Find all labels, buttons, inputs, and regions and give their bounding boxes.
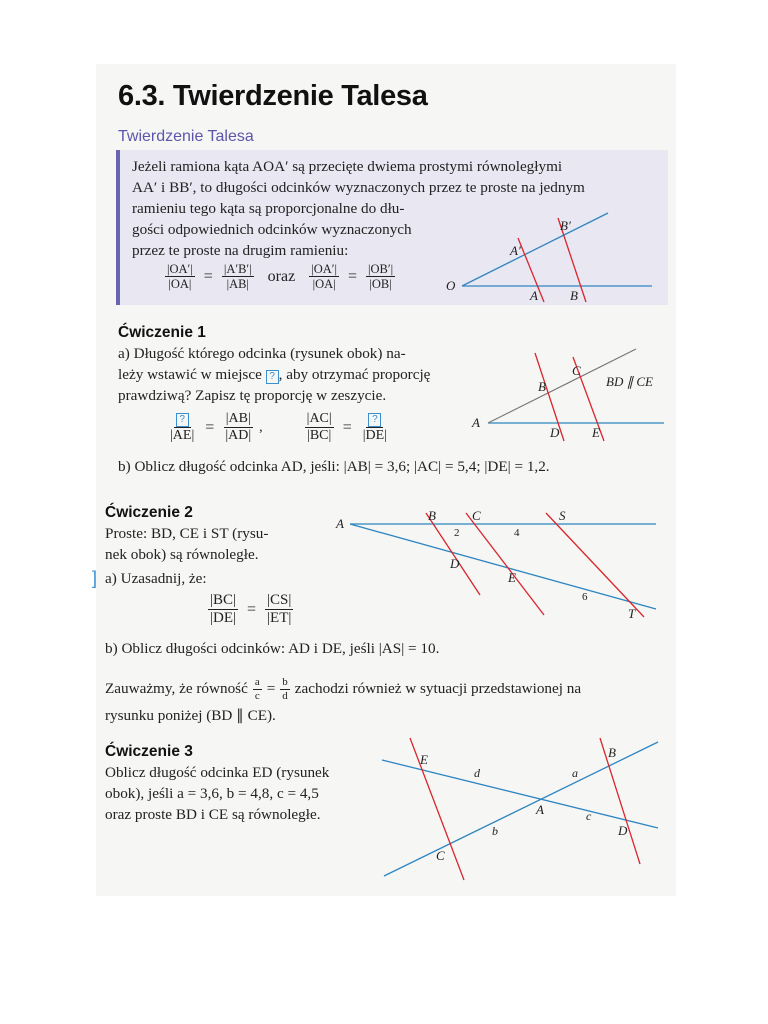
fraction (168, 411, 196, 444)
fraction (165, 262, 195, 292)
equals-sign: = (342, 418, 352, 436)
parallel-note: BD ∥ CE (606, 374, 653, 389)
arm-line (350, 524, 656, 609)
fraction-den: |AD| (225, 428, 252, 444)
label-c: c (586, 809, 592, 823)
label-D: D (618, 823, 628, 838)
fraction-num: |CS| (265, 592, 293, 610)
fraction-num: |OA′| (311, 262, 337, 276)
comma: , (259, 419, 263, 435)
ex2-proportion (208, 592, 293, 628)
equals-sign: = (203, 267, 213, 285)
fraction (222, 262, 254, 292)
fraction (361, 411, 389, 444)
theorem-line-5: przez te proste na drugim ramieniu: (132, 242, 349, 259)
label-E: E (508, 570, 516, 585)
question-box: ? (176, 413, 189, 427)
equals-sign: = (205, 418, 215, 436)
label-C: C (472, 508, 481, 523)
parallel-line-BD (426, 513, 480, 595)
ex3-line-2: obok), jeśli a = 3,6, b = 4,8, c = 4,5 (105, 785, 319, 802)
label-E: E (592, 425, 600, 440)
label-C: C (436, 848, 445, 863)
theorem-formula (165, 262, 395, 292)
ex1-b-line: b) Oblicz długość odcinka AD, jeśli: |AB| = 3,6; |AC| = 5,4; |DE| = 1,2. (118, 458, 550, 475)
theorem-line-1: Jeżeli ramiona kąta AOA′ są przecięte dwiema prostymi równoległymi (132, 158, 563, 175)
label-D: D (450, 556, 460, 571)
label-A: A (536, 802, 544, 817)
fraction-num (366, 411, 383, 428)
fraction (223, 411, 253, 444)
equals-sign: = (247, 600, 257, 618)
ex3-figure (378, 734, 668, 884)
label-B: B (538, 379, 546, 394)
theorem-line-3: ramieniu tego kąta są proporcjonalne do dłu- (132, 200, 405, 217)
label-B-prime: B′ (560, 218, 571, 233)
ex1-a-line-2 (118, 366, 430, 384)
ex2-line-1: Proste: BD, CE i ST (rysu- (105, 525, 269, 542)
thales-figure (440, 210, 660, 305)
equals-sign: = (266, 680, 276, 698)
fraction (208, 592, 238, 628)
fraction-num: |AB| (224, 411, 253, 428)
fraction-den: |ET| (267, 610, 292, 627)
fraction (280, 676, 290, 702)
label-A: A (336, 516, 344, 531)
fraction-den: d (282, 689, 288, 702)
ex2-a-line: a) Uzasadnij, że: (105, 570, 207, 587)
exercise-3-heading: Ćwiczenie 3 (105, 743, 193, 760)
label-A: A (530, 288, 538, 303)
fraction-den: |OA| (312, 277, 336, 292)
label-S: S (559, 508, 566, 523)
ex3-line-3: oraz proste BD i CE są równoległe. (105, 806, 321, 823)
ex2-figure (334, 505, 664, 623)
fraction (265, 592, 293, 628)
label-6: 6 (582, 591, 588, 603)
label-T: T (628, 606, 636, 621)
label-B: B (570, 288, 578, 303)
ex1-a-line-2-pre: leży wstawić w miejsce (118, 366, 262, 383)
fraction-den: |OB| (369, 277, 392, 292)
label-B: B (428, 508, 436, 523)
label-d: d (474, 766, 480, 780)
question-box: ? (368, 413, 381, 427)
fraction (253, 676, 262, 702)
fraction-num: |OA′| (167, 262, 193, 276)
arm-line (462, 213, 608, 286)
oraz-word: oraz (267, 267, 296, 285)
parallel-line-BD (600, 738, 640, 864)
fraction-den: |DE| (362, 428, 388, 444)
label-O: O (446, 278, 456, 293)
exercise-1-heading: Ćwiczenie 1 (118, 324, 206, 341)
label-b: b (492, 824, 498, 838)
fraction-num: b (282, 676, 288, 688)
fraction-den: c (254, 689, 260, 702)
theorem-line-4: gości odpowiednich odcinków wyznaczonych (132, 221, 412, 238)
fraction-num: |BC| (208, 592, 238, 610)
fraction-den: |BC| (307, 428, 332, 444)
label-4: 4 (514, 527, 520, 539)
ex1-a-line-2-post: , aby otrzymać proporcję (278, 366, 431, 383)
ex2-line-2: nek obok) są równoległe. (105, 546, 259, 563)
fraction-num (174, 411, 191, 428)
ex2-b-line: b) Oblicz długości odcinków: AD i DE, jeśli |AS| = 10. (105, 640, 440, 657)
page-title: 6.3. Twierdzenie Talesa (118, 80, 428, 112)
theorem-line-2: AA′ i BB′, to długości odcinków wyznaczonych przez te proste na jednym (132, 179, 585, 196)
theorem-heading: Twierdzenie Talesa (118, 128, 254, 145)
parallel-line-ST (546, 513, 644, 617)
note-post: zachodzi również w sytuacji przedstawionej na (294, 680, 582, 698)
fraction (309, 262, 339, 292)
fraction-num: a (254, 676, 260, 688)
ex1-a-line-3: prawdziwą? Zapisz tę proporcję w zeszycie. (118, 387, 387, 404)
label-a: a (572, 766, 578, 780)
question-box: ? (266, 370, 279, 384)
fraction-den: |OA| (168, 277, 192, 292)
label-C: C (572, 363, 581, 378)
ex1-proportion (168, 411, 389, 444)
fraction-den: |AE| (170, 428, 195, 444)
label-A-prime: A′ (510, 243, 521, 258)
note-line-2: rysunku poniżej (BD ∥ CE). (105, 707, 276, 724)
fraction-num: |AC| (305, 411, 334, 428)
equals-sign: = (348, 267, 358, 285)
fraction-den: |DE| (210, 610, 237, 627)
exercise-2-heading: Ćwiczenie 2 (105, 504, 193, 521)
label-A: A (472, 415, 480, 430)
label-E: E (420, 752, 428, 767)
fraction-num: |A′B′| (223, 262, 252, 276)
note-pre: Zauważmy, że równość (105, 680, 248, 698)
ex1-figure (468, 345, 668, 445)
fraction-den: |AB| (226, 277, 249, 292)
label-B: B (608, 745, 616, 760)
ex3-line-1: Oblicz długość odcinka ED (rysunek (105, 764, 330, 781)
note-line-1 (105, 676, 581, 702)
fraction (305, 411, 334, 444)
label-2: 2 (454, 527, 460, 539)
margin-marker: ] (92, 568, 98, 588)
line-ED (382, 760, 658, 828)
fraction (366, 262, 395, 292)
ex1-a-line-1: a) Długość którego odcinka (rysunek obok) na- (118, 345, 406, 362)
parallel-line-CE (466, 513, 544, 615)
label-D: D (550, 425, 560, 440)
fraction-num: |OB′| (368, 262, 394, 276)
